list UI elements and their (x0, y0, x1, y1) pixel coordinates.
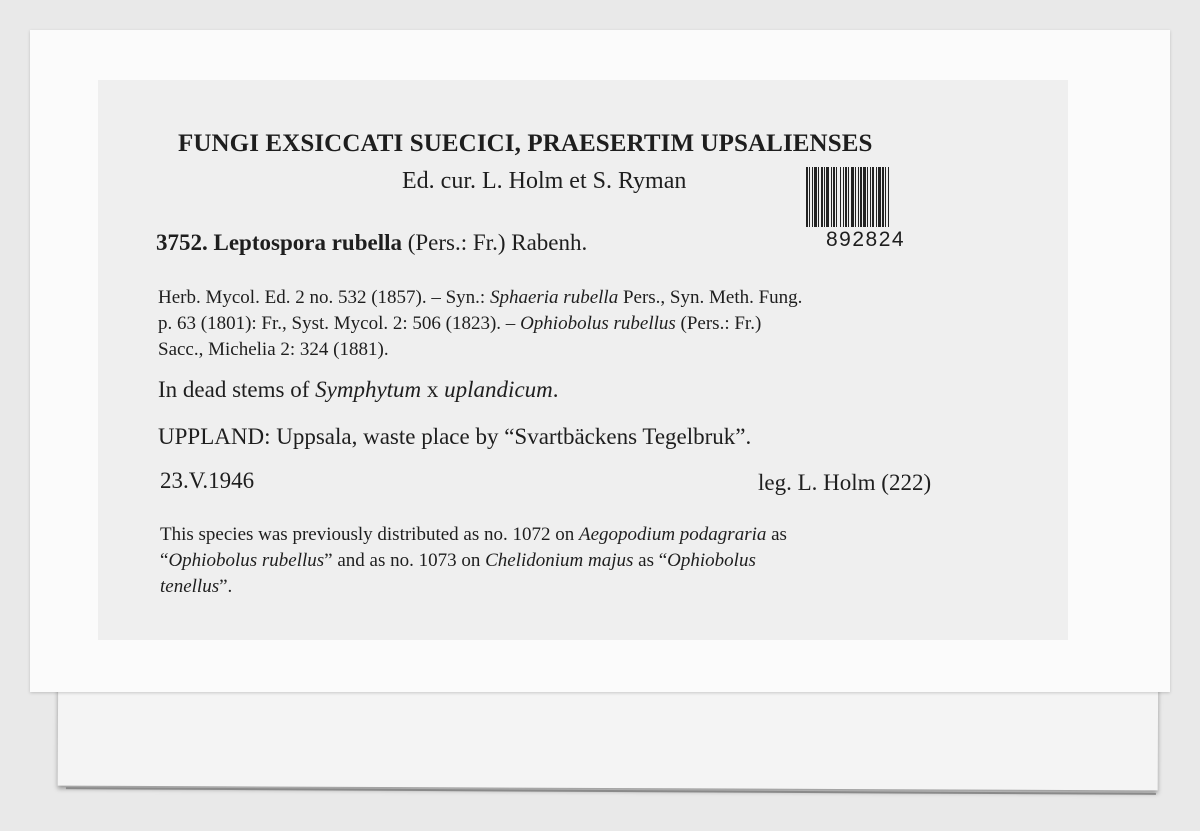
synonymy-text: p. 63 (1801): Fr., Syst. Mycol. 2: 506 (1823). – (158, 313, 521, 334)
note-line (160, 574, 1008, 600)
note-taxon: Ophiobolus rubellus (168, 550, 325, 571)
series-title: FUNGI EXSICCATI SUECICI, PRAESERTIM UPSALIENSES (178, 130, 873, 157)
species-heading (156, 230, 587, 256)
note-text: as “ (633, 550, 668, 571)
note-taxon: Chelidonium majus (485, 550, 634, 571)
authority: Rabenh. (511, 230, 588, 255)
note-line (160, 522, 1008, 548)
substrate-text: x (421, 377, 445, 402)
synonymy-line (158, 285, 1006, 311)
note-text: ”. (219, 576, 233, 597)
note-taxon: Aegopodium podagraria (579, 524, 767, 545)
species-name: Leptospora rubella (213, 230, 402, 255)
envelope-edge (66, 757, 1156, 795)
note-text: as (766, 524, 787, 545)
note-line (160, 548, 1008, 574)
note-text: ” and as no. 1073 on (324, 550, 486, 571)
synonymy-block (158, 285, 1006, 363)
note-taxon: Ophiobolus (667, 550, 756, 571)
substrate-line (158, 377, 559, 403)
distribution-note (160, 522, 1008, 600)
barcode-image (805, 167, 948, 227)
synonymy-text: Herb. Mycol. Ed. 2 no. 532 (1857). – Syn.: (158, 287, 490, 308)
editors-line: Ed. cur. L. Holm et S. Ryman (402, 168, 687, 194)
substrate-text: In dead stems of (158, 377, 316, 402)
synonymy-text: Sacc., Michelia 2: 324 (1881). (158, 339, 389, 360)
substrate-text: . (552, 377, 559, 402)
barcode-number: 892824 (826, 228, 906, 251)
collector-line: leg. L. Holm (222) (758, 470, 932, 495)
host-epithet: uplandicum (444, 377, 553, 402)
locality-line: UPPLAND: Uppsala, waste place by “Svartbäckens Tegelbruk”. (158, 424, 752, 449)
exsiccata-number: 3752. (156, 230, 208, 255)
note-taxon: tenellus (160, 576, 220, 597)
synonymy-text: (Pers.: Fr.) (675, 313, 762, 334)
synonymy-line (158, 311, 1006, 337)
synonymy-text: Pers., Syn. Meth. Fung. (618, 287, 803, 308)
synonym-name: Sphaeria rubella (489, 287, 619, 308)
synonymy-line (158, 337, 1006, 363)
note-text: “ (160, 550, 169, 571)
collection-date: 23.V.1946 (160, 468, 255, 493)
host-genus: Symphytum (315, 377, 422, 402)
note-text: This species was previously distributed as no. 1072 on (160, 524, 580, 545)
authority-parenthetical: (Pers.: Fr.) (407, 230, 506, 255)
synonym-name: Ophiobolus rubellus (520, 313, 676, 334)
